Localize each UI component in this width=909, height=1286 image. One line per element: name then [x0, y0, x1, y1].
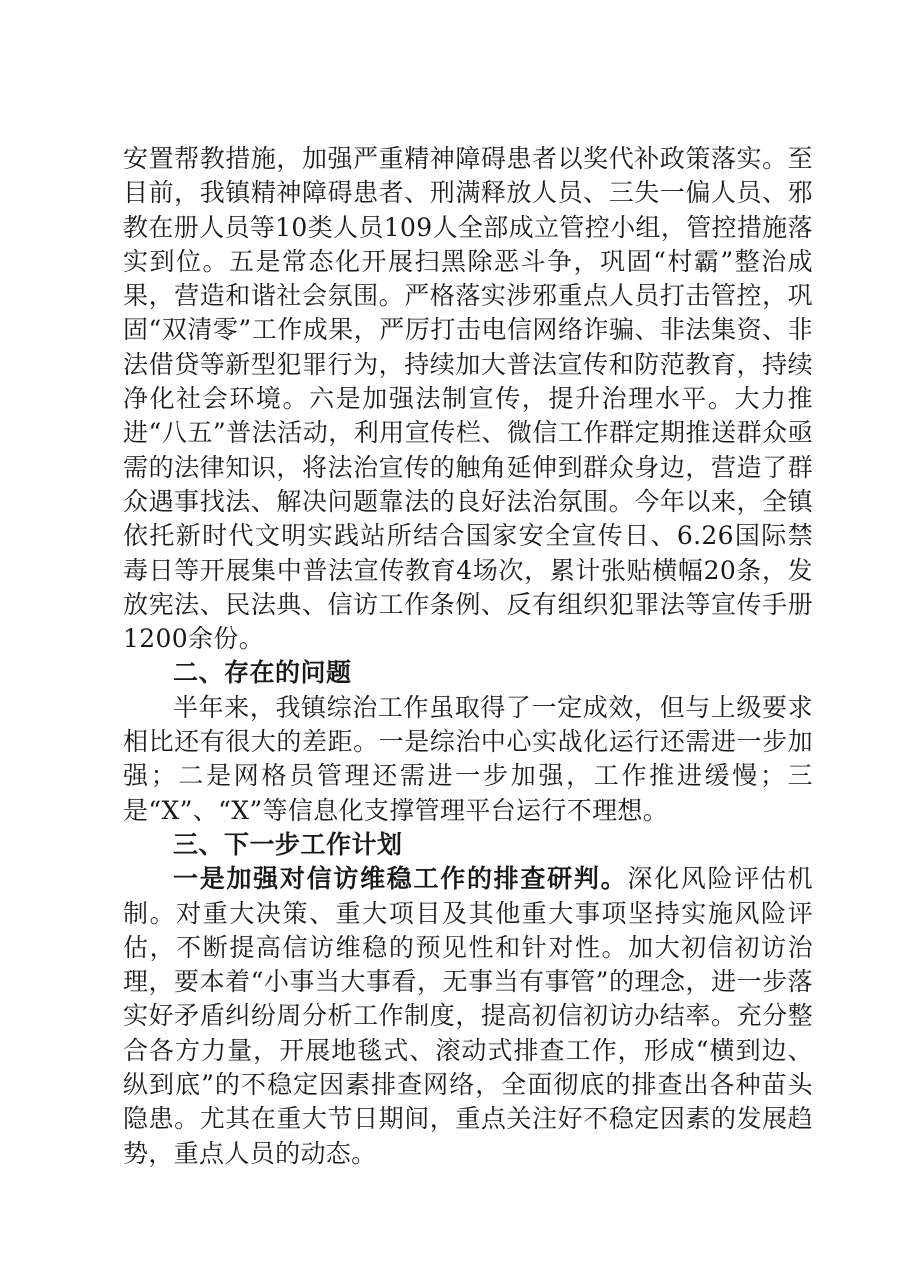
paragraph-measures-continuation: 安置帮教措施，加强严重精神障碍患者以奖代补政策落实。至目前，我镇精神障碍患者、刑满释放人员、三失一偏人员、邪教在册人员等10类人员109人全部成立管控小组，管控措施落实到位。五是常态化开展扫黑除恶斗争，巩固“村霸”整治成果，营造和谐社会氛围。严格落实涉邪重点人员打击管控，巩固“双清零”工作成果，严厉打击电信网络诈骗、非法集资、非法借贷等新型犯罪行为，持续加大普法宣传和防范教育，持续净化社会环境。六是加强法制宣传，提升治理水平。大力推进“八五”普法活动，利用宣传栏、微信工作群定期推送群众亟需的法律知识，将法治宣传的触角延伸到群众身边，营造了群众遇事找法、解决问题靠法的良好法治氛围。今年以来，全镇依托新时代文明实践站所结合国家安全宣传日、6.26国际禁毒日等开展集中普法宣传教育4场次，累计张贴横幅20条，发放宪法、民法典、信访工作条例、反有组织犯罪法等宣传手册1200余份。 — [123, 144, 813, 654]
paragraph-problems: 半年来，我镇综治工作虽取得了一定成效，但与上级要求相比还有很大的差距。一是综治中心实战化运行还需进一步加强；二是网格员管理还需进一步加强，工作推进缓慢；三是“X”、“X”等信息化支撑管理平台运行不理想。 — [123, 692, 813, 825]
document-body — [123, 142, 813, 1171]
paragraph-lead-sentence: 一是加强对信访维稳工作的排查研判。 — [173, 864, 628, 894]
section-heading-problems: 二、存在的问题 — [173, 658, 352, 688]
paragraph-body-text: 深化风险评估机制。对重大决策、重大项目及其他重大事项坚持实施风险评估，不断提高信访维稳的预见性和针对性。加大初信初访治理，要本着“小事当大事看，无事当有事管”的理念，进一步落实好矛盾纠纷周分析工作制度，提高初信初访办结率。充分整合各方力量，开展地毯式、滚动式排查工作，形成“横到边、纵到底”的不稳定因素排查网络，全面彻底的排查出各种苗头隐患。尤其在重大节日期间，重点关注好不稳定因素的发展趋势，重点人员的动态。 — [123, 864, 814, 1168]
section-heading-next-steps: 三、下一步工作计划 — [173, 829, 403, 859]
paragraph-next-steps — [123, 862, 813, 1171]
